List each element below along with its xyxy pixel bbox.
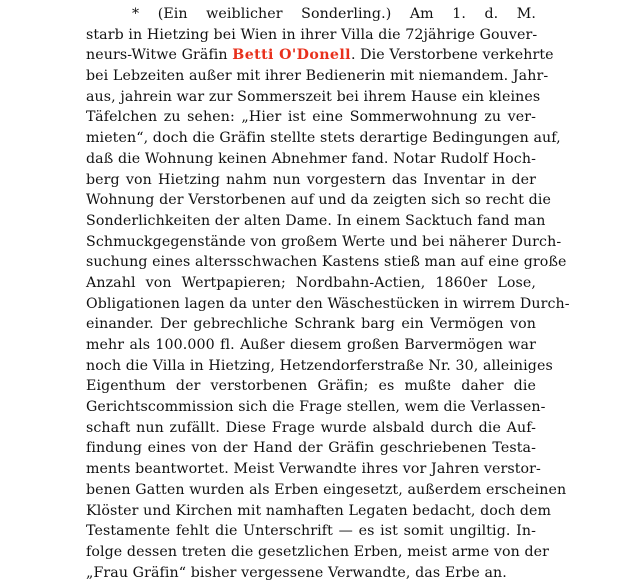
text-line-6 [86, 107, 536, 128]
line-text: benen Gatten wurden als Erben eingesetzt, außerdem erscheinen [86, 481, 567, 498]
text-line-23 [86, 459, 541, 480]
text-line-18 [86, 356, 553, 377]
text-line-9 [86, 170, 536, 191]
text-line-22 [86, 438, 536, 459]
text-line-3 [86, 45, 554, 66]
line-text: suchung eines altersschwachen Kastens stieß man auf eine große [86, 254, 567, 271]
line-text: schaft nun zufällt. Diese Frage wurde alsbald durch die Auf- [86, 419, 536, 436]
text-line-14 [86, 273, 536, 294]
line-text: aus, jahrein war zur Sommerszeit bei ihrem Hause ein kleines [86, 88, 541, 105]
line-text: ments beantwortet. Meist Verwandte ihres vor Jahren verstor- [86, 461, 541, 478]
line-text: Schmuckgegenstände von großem Werte und bei näherer Durch- [86, 233, 562, 250]
text-line-27 [86, 542, 549, 563]
text-line-5 [86, 87, 541, 108]
text-line-2 [86, 25, 536, 46]
text-line-16 [86, 314, 536, 335]
line-text: Sonderlichkeiten der alten Dame. In einem Sacktuch fand man [86, 212, 546, 229]
line-text: folge dessen treten die gesetzlichen Erben, meist arme von der [86, 543, 549, 560]
text-line-8 [86, 149, 536, 170]
text-line-21 [86, 418, 536, 439]
line-text: Eigenthum der verstorbenen Gräfin; es mußte daher die [86, 378, 536, 395]
text-line-28 [86, 563, 536, 583]
line-text: bei Lebzeiten außer mit ihrer Bedienerin mit niemandem. Jahr- [86, 68, 549, 85]
line-text: Anzahl von Wertpapieren; Nordbahn-Actien, 1860er Lose, [86, 274, 536, 291]
line-text: Obligationen lagen da unter den Wäschestücken in wirrem Durch- [86, 295, 570, 312]
text-line-13 [86, 252, 567, 273]
text-line-24 [86, 480, 567, 501]
text-line-19 [86, 376, 536, 397]
text-line-17 [86, 335, 536, 356]
line-text: Täfelchen zu sehen: „Hier ist eine Sommerwohnung zu ver- [86, 109, 536, 126]
line-text: mieten“, doch die Gräfin stellte stets derartige Bedingungen auf, [86, 130, 561, 147]
line-text: mehr als 100.000 fl. Außer diesem großen Barvermögen war [86, 337, 536, 353]
line-text: findung eines von der Hand der Gräfin geschriebenen Testa- [86, 440, 536, 457]
highlighted-name: Betti O'Donell [232, 47, 351, 64]
text-line-4 [86, 66, 549, 87]
text-line-1 [86, 4, 536, 25]
text-line-7 [86, 128, 561, 149]
line-text: Klöster und Kirchen mit namhaften Legaten bedacht, doch dem [86, 502, 552, 519]
text-line-11 [86, 211, 546, 232]
text-line-25 [86, 501, 552, 522]
text-line-26 [86, 521, 536, 542]
line-text: . Die Verstorbene verkehrte [350, 47, 554, 64]
line-text: einander. Der gebrechliche Schrank barg ein Vermögen von [86, 316, 536, 333]
text-line-12 [86, 232, 562, 253]
text-line-15 [86, 294, 570, 315]
line-text: „Frau Gräfin“ bisher vergessene Verwandte, das Erbe an. [86, 564, 507, 581]
line-text: Testamente fehlt die Unterschrift — es ist somit ungiltig. In- [86, 523, 536, 540]
line-text: neurs-Witwe Gräfin [86, 47, 233, 64]
line-text: * (Ein weiblicher Sonderling.) Am 1. d. M. [132, 6, 536, 22]
line-text: starb in Hietzing bei Wien in ihrer Villa die 72jährige Gouver- [86, 26, 538, 43]
newspaper-clipping [86, 4, 570, 581]
line-text: noch die Villa in Hietzing, Hetzendorferstraße Nr. 30, alleiniges [86, 357, 553, 374]
text-line-10 [86, 190, 551, 211]
line-text: Gerichtscommission sich die Frage stellen, wem die Verlassen- [86, 399, 546, 416]
text-line-20 [86, 397, 546, 418]
line-text: daß die Wohnung keinen Abnehmer fand. Notar Rudolf Hoch- [86, 150, 536, 167]
line-text: berg von Hietzing nahm nun vorgestern das Inventar in der [86, 171, 536, 188]
line-text: Wohnung der Verstorbenen auf und da zeigten sich so recht die [86, 192, 551, 209]
